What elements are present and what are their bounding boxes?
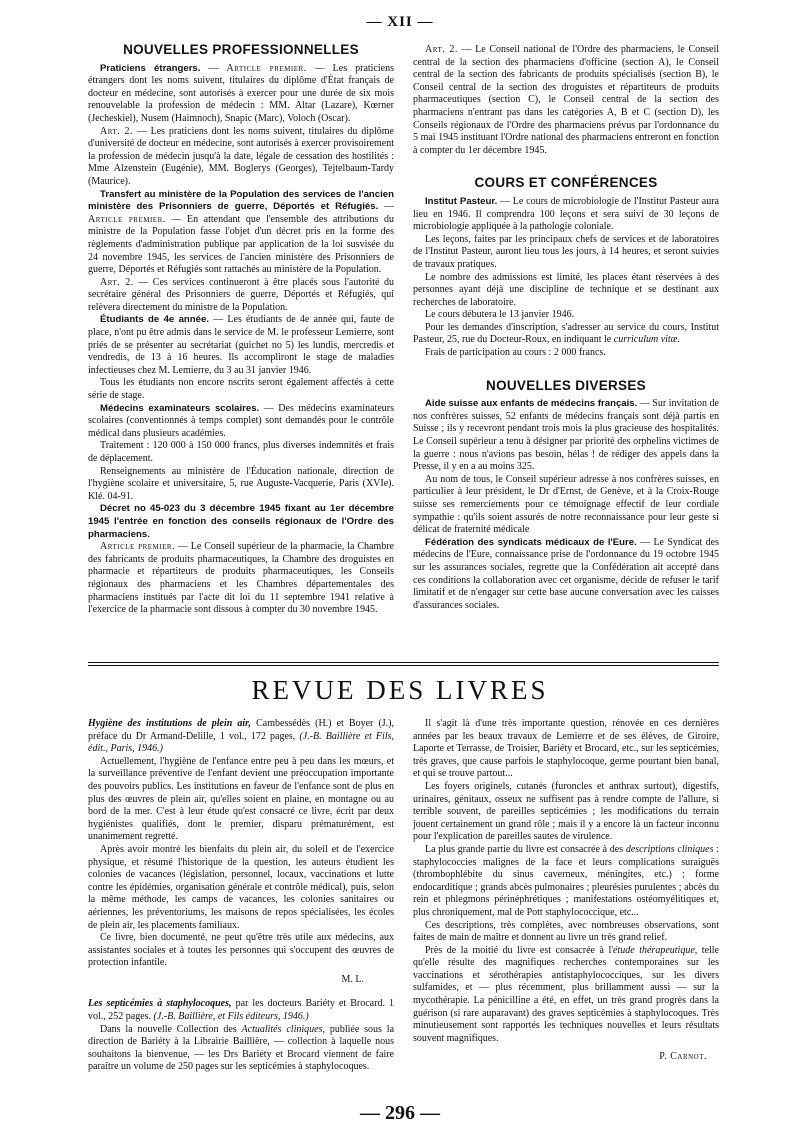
paragraph: Actuellement, l'hygiène de l'enfance entre peu à peu dans les mœurs, et la surveillance préventive de l'enfant devient une préoccupation importante des pouvoirs publics. Les institutions en faveur de l'enfance sont de plus en plus des œuvres de plein air, qu'elles soient en plaine, en montagne ou au bord de la mer. C'est à leur étude qu'est consacré ce livre, écrit par deux hygiénistes qualifiés, dont le premier, disparu prématurément, est unanimement regretté. bbox=[88, 755, 394, 843]
paragraph: Art. 2. — Le Conseil national de l'Ordre des pharmaciens, le Conseil central de la section des pharmaciens d'officine (section A), le Conseil central de la section des fabricants de produits spécialisés (section B), le Conseil central de la section des droguistes et répartiteurs de produits pharmaceutiques (section C), le Conseil central de la section des pharmaciens n'entrant pas dans les catégories A, B et C (section D), les Conseils régionaux de l'Ordre des pharmaciens prévus par l'ordonnance du 5 mai 1945 instituant l'Ordre national des pharmaciens entreront en fonction à compter du 1er décembre 1945. bbox=[413, 44, 720, 156]
paragraph: Après avoir montré les bienfaits du plein air, du soleil et de l'exercice physique, et résumé l'historique de la question, les auteurs étudient les colonies de vacances (législation, personnel, locaux, vaccinations et lutte contre les épidémies, organisation générale et contrôle médical), puis, selon la même méthode, les camps de vacances, les colonies sanitaires ou aériennes, les préventoriums, les maisons de repos spécialisées, les écoles de plein air, les placements familiaux. bbox=[88, 843, 394, 931]
left-column bbox=[88, 44, 394, 617]
paragraph: Frais de participation au cours : 2 000 francs. bbox=[425, 347, 606, 359]
paragraph: Traitement : 120 000 à 150 000 francs, plus diverses indemnités et frais de déplacement. bbox=[88, 440, 394, 464]
paragraph: Pour les demandes d'inscription, s'adresser au service du cours, Institut Pasteur, 25, rue du Docteur-Roux, en indiquant le curriculum vitæ. bbox=[413, 321, 719, 346]
review-left-column bbox=[88, 718, 394, 1074]
paragraph: Près de la moitié du livre est consacrée à l'étude thérapeutique, telle qu'elle résulte des magnifiques recherches contemporaines sur les vaccinations et sérothérapies antistaphylococciques, sur les divers sulfamides, et — plus récemment, plus brillamment aussi — sur la mycothérapie. La pénicilline a été, en effet, un très grand progrès dans la guérison (si rare auparavant) des graves septicémies à staphylocoques. Très minutieusement sont rapportés les techniques nouvelles et leurs résultats souvent magnifiques. bbox=[413, 944, 720, 1044]
book-reference: Les septicémies à staphylocoques, par les docteurs Bariéty et Brocard. 1 vol., 252 pages. (J.-B. Baillière, et Fils éditeurs, 1946.) bbox=[88, 998, 394, 1023]
section-heading-nouvelles-professionnelles: NOUVELLES PROFESSIONNELLES bbox=[123, 42, 359, 57]
paragraph: La plus grande partie du livre est consacrée à des descriptions cliniques : staphylococcies malignes de la face et leurs complications suraiguës (thrombophlébite du sinus caverneux, méningites, etc.) ; forme endocarditique ; grands abcès pulmonaires ; pleurésies purulentes ; abcès du rein et phlegmons périnéphrétiques ; manifestations ostéomyélitiques et, plus chroniquement, mal de Pott staphylococcique, etc... bbox=[413, 843, 719, 918]
paragraph: Renseignements au ministère de l'Éducation nationale, direction de l'hygiène scolaire et universitaire, 5, rue Auguste-Vacquerie, Paris (XVIe). Klé. 04-91. bbox=[88, 465, 394, 502]
page-number: — 296 — bbox=[360, 1102, 440, 1124]
paragraph: Article premier. — Le Conseil supérieur de la pharmacie, la Chambre des fabricants de produits pharmaceutiques, la Chambre des droguistes en pharmacie et répartiteurs de produits pharmaceutiques, les Conseils régionaux des pharmaciens et les Chambres départementales des pharmaciens institués par l'acte dit loi du 11 septembre 1941 relative à l'exercice de la pharmacie sont dissous à compter du 30 novembre 1945. bbox=[88, 541, 394, 616]
paragraph: Il s'agit là d'une très importante question, rénovée en ces dernières années par les beaux travaux de Lemierre et de ses élèves, de Giroire, Laporte et Terrasse, de Troisier, Bariéty et Brocard, etc., sur les septicémies, très graves, que cause parfois le staphylocoque, germe pourtant bien banal, et qui se trouve partout... bbox=[413, 718, 719, 780]
paragraph: Au nom de tous, le Conseil supérieur adresse à nos confrères suisses, en particulier à leur président, le Dr d'Ernst, de Genève, et à la Croix-Rouge suisse ses remerciements pour ce témoignage effectif de leur cordiale sympathie : qu'ils soient assurés de notre reconnaissance pour leur geste si délicat de fraternité médicale bbox=[413, 473, 719, 536]
paragraph: Étudiants de 4e année. — Les étudiants de 4e année qui, faute de place, n'ont pu être admis dans le service de M. le professeur Lemierre, sont priés de se présenter au secrétariat (guichet no 5) les lundis, mercredis et vendredis, de 13 à 16 heures. Ils accompliront le stage de maladies infectieuses chez M. Lemierre, du 3 au 31 janvier 1946. bbox=[88, 314, 395, 376]
paragraph: Transfert au ministère de la Population des services de l'ancien ministère des Prisonniers de guerre, Déportés et Réfugiés. — Article premier. — En attendant que l'ensemble des attributions du ministre de la Population fasse l'objet d'un décret pris en la forme des règlements d'administration publique par application de la loi susvisée du 24 novembre 1945, les services de l'ancien ministère des Prisonniers de guerre, Déportés et Réfugiés sont rattachés au ministère de la Population. bbox=[88, 188, 394, 276]
paragraph: Les foyers originels, cutanés (furoncles et anthrax surtout), digestifs, urinaires, génitaux, osseux ne suffisent pas à rendre compte de l'allure, si terrible souvent, de pareilles septicémies ; les modifications du terrain jouent certainement un grand rôle ; mais il y a encore là un facteur inconnu pour l'explication de pareilles sautes de virulence. bbox=[413, 780, 719, 843]
paragraph: Médecins examinateurs scolaires. — Des médecins examinateurs scolaires (conventionnés à temps complet) sont demandés pour le contrôle médical dans plusieurs académies. bbox=[88, 402, 394, 439]
right-column bbox=[413, 44, 719, 612]
reviewer-signature: P. Carnot. bbox=[659, 1051, 707, 1063]
reviewer-signature: M. L. bbox=[341, 973, 364, 985]
section-title-revue-des-livres: REVUE DES LIVRES bbox=[251, 675, 549, 705]
paragraph: Ce livre, bien documenté, ne peut qu'être très utile aux médecins, aux assistantes sociales et à toutes les personnes qui s'occupent des œuvres de protection infantile. bbox=[88, 932, 394, 969]
paragraph: Fédération des syndicats médicaux de l'Eure. — Le Syndicat des médecins de l'Eure, connaissance prise de l'ordonnance du 19 octobre 1945 sur les assurances sociales, regrette que la Confédération ait accepté dans ces conditions la collaboration avec cet organisme, décide de refuser le tarif limitatif et de n'engager sur cette base aucune conversation avec les caisses d'assurances sociales. bbox=[413, 536, 719, 611]
separator-rule bbox=[88, 662, 719, 663]
review-right-column bbox=[413, 718, 719, 1064]
paragraph: Praticiens étrangers. — Article premier. — Les praticiens étrangers dont les noms suivent, titulaires du diplôme d'État français de docteur en médecine, sont autorisés à exercer pour une durée de six mois renouvelable la profession de médecin : MM. Altar (Lazare), Kœrner (Jecheskiel), Nusem (Haimnoch), Snapic (Marc), Voloch (Oscar). bbox=[88, 62, 395, 124]
paragraph: Le cours débutera le 13 janvier 1946. bbox=[425, 309, 575, 321]
book-reference: Hygiène des institutions de plein air, Cambessédès (H.) et Boyer (J.), préface du Dr Armand-Delille, 1 vol., 172 pages, (J.-B. Baillière et Fils, édit., Paris, 1946.) bbox=[88, 718, 395, 755]
paragraph: Aide suisse aux enfants de médecins français. — Sur invitation de nos confrères suisses, 52 enfants de médecins français sont déjà partis en Suisse ; ils y recevront pendant trois mois la plus gracieuse des hospitalités. Le Conseil supérieur a tenu à désigner par priorité des orphelins victimes de la guerre : nous n'avions pas besoin, hélas ! de rédiger des appels dans la Presse, il y en a au moins 325. bbox=[413, 398, 719, 473]
paragraph: Art. 2. — Les praticiens dont les noms suivent, titulaires du diplôme d'université de docteur en médecine, sont autorisés à exercer provisoirement la profession de médecin jusqu'à la date, légale de cessation des hostilités : Mme Alzenstein (Eugénie), MM. Boglerys (Georges), Tejtelbaum-Tardy (Maurice). bbox=[88, 125, 394, 187]
paragraph: Le nombre des admissions est limité, les places étant réservées à des personnes ayant déjà une discipline de technique et se destinant aux recherches de laboratoire. bbox=[413, 271, 719, 308]
paragraph: Art. 2. — Ces services continueront à être placés sous l'autorité du secrétaire général des Prisonniers de guerre, Déportés et Réfugiés, qui relèvera directement du ministre de la Population. bbox=[88, 276, 394, 313]
page-folio-roman: — XII — bbox=[366, 14, 434, 30]
separator-rule bbox=[88, 665, 719, 666]
section-heading-diverses: NOUVELLES DIVERSES bbox=[486, 377, 646, 393]
decree-heading: Décret no 45-023 du 3 décembre 1945 fixant au 1er décembre 1945 l'entrée en fonction des conseils régionaux de l'Ordre des pharmaciens. bbox=[88, 503, 394, 540]
paragraph: Dans la nouvelle Collection des Actualités cliniques, publiée sous la direction de Bariéty à la Librairie Baillière, — collection à laquelle nous souhaitons la bienvenue, — les Drs Bariéty et Brocard viennent de faire paraître un volume de 250 pages sur les septicémies à staphylocoques. bbox=[88, 1023, 395, 1073]
paragraph: Tous les étudiants non encore nscrits seront également affectés à cette série de stage. bbox=[88, 377, 394, 402]
section-heading-cours: COURS ET CONFÉRENCES bbox=[474, 175, 658, 191]
paragraph: Ces descriptions, très complètes, avec nombreuses observations, sont faites de main de maître et donnent au livre un très grand relief. bbox=[413, 919, 719, 944]
paragraph: Institut Pasteur. — Le cours de microbiologie de l'Institut Pasteur aura lieu en 1946. Il comprendra 100 leçons et sera suivi de 30 leçons de microbiologie appliquée à la pathologie coloniale. bbox=[413, 195, 719, 233]
paragraph: Les leçons, faites par les principaux chefs de services et de laboratoires de l'Institut Pasteur, auront lieu tous les jours, à 14 heures, et seront suivies de travaux pratiques. bbox=[413, 233, 719, 270]
